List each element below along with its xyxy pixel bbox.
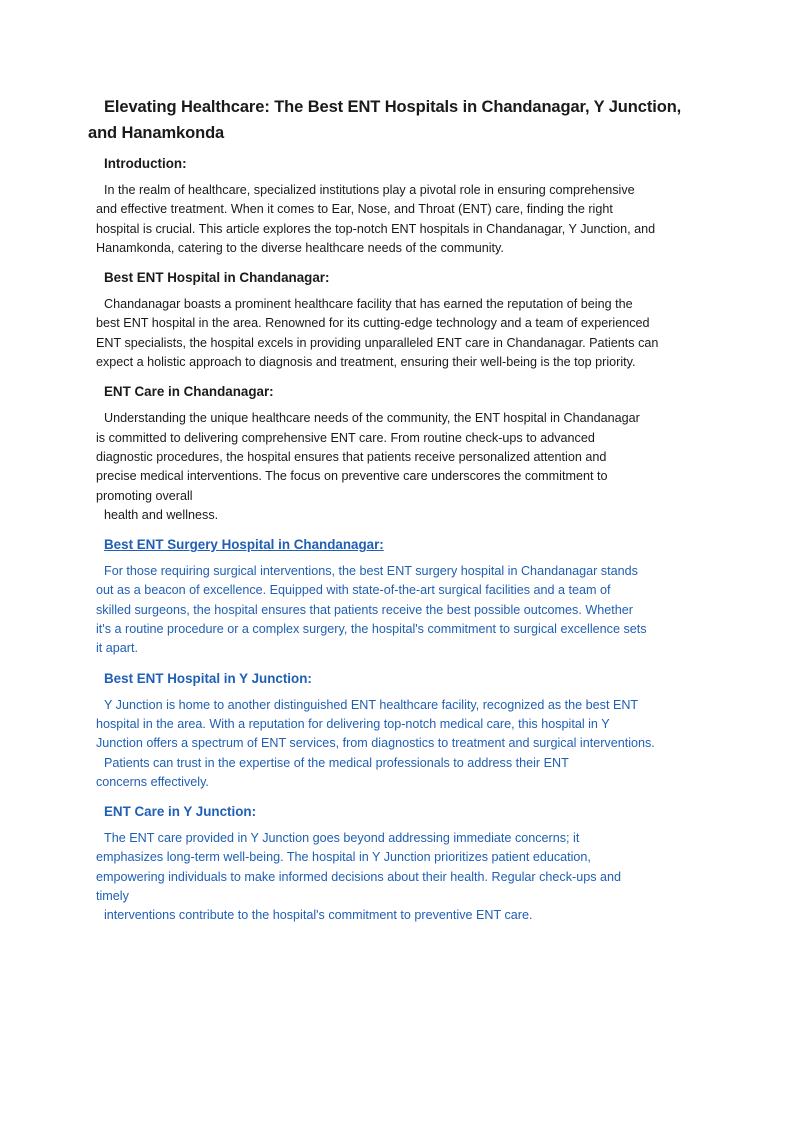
body-line: promoting overall [96, 488, 193, 503]
section-heading-ent-care-y-junction: ENT Care in Y Junction: [104, 804, 257, 820]
section-heading-best-ent-y-junction: Best ENT Hospital in Y Junction: [104, 670, 312, 686]
body-line: out as a beacon of excellence. Equipped with state-of-the-art surgical facilities and a team of [96, 583, 611, 598]
body-line: empowering individuals to make informed decisions about their health. Regular check-ups and [96, 869, 622, 884]
section-body-best-ent-surgery-chandanagar [96, 562, 696, 658]
body-line: ENT specialists, the hospital excels in providing unparalleled ENT care in Chandanagar. Patients can [96, 335, 659, 350]
body-line: Chandanagar boasts a prominent healthcare facility that has earned the reputation of being the [104, 297, 633, 312]
article-title [88, 94, 696, 146]
body-line: it's a routine procedure or a complex surgery, the hospital's commitment to surgical excellence sets [96, 622, 647, 637]
body-line: The ENT care provided in Y Junction goes beyond addressing immediate concerns; it [104, 831, 580, 846]
body-line: For those requiring surgical interventions, the best ENT surgery hospital in Chandanagar stands [104, 564, 638, 579]
body-line: timely [96, 889, 129, 904]
body-line: emphasizes long-term well-being. The hospital in Y Junction prioritizes patient education, [96, 850, 591, 865]
section-body-best-ent-chandanagar [96, 295, 696, 372]
section-heading-link-best-ent-surgery-chandanagar[interactable]: Best ENT Surgery Hospital in Chandanagar: [104, 537, 384, 553]
body-line: precise medical interventions. The focus on preventive care underscores the commitment to [96, 469, 608, 484]
body-line: health and wellness. [104, 507, 219, 522]
body-line: expect a holistic approach to diagnosis and treatment, ensuring their well-being is the top priority. [96, 355, 636, 370]
article-title-line-1: Elevating Healthcare: The Best ENT Hospitals in Chandanagar, Y Junction, [104, 98, 682, 116]
section-heading-best-ent-chandanagar: Best ENT Hospital in Chandanagar: [104, 270, 330, 286]
document-page [88, 94, 696, 936]
body-line: is committed to delivering comprehensive ENT care. From routine check-ups to advanced [96, 430, 595, 445]
body-line: interventions contribute to the hospital's commitment to preventive ENT care. [104, 908, 533, 923]
section-heading-ent-care-chandanagar: ENT Care in Chandanagar: [104, 384, 274, 400]
section-body-introduction [96, 181, 696, 258]
body-line: Hanamkonda, catering to the diverse healthcare needs of the community. [96, 240, 504, 255]
section-body-best-ent-y-junction [96, 696, 696, 792]
section-body-ent-care-y-junction [96, 829, 696, 925]
body-line: skilled surgeons, the hospital ensures that patients receive the best possible outcomes. Whether [96, 602, 633, 617]
body-line: hospital in the area. With a reputation for delivering top-notch medical care, this hospital in Y [96, 716, 610, 731]
article-title-line-2: and Hanamkonda [88, 124, 225, 142]
body-line: it apart. [96, 641, 138, 656]
body-line: Patients can trust in the expertise of the medical professionals to address their ENT [104, 755, 569, 770]
body-line: Understanding the unique healthcare needs of the community, the ENT hospital in Chandanagar [104, 411, 640, 426]
section-heading-introduction: Introduction: [104, 156, 187, 171]
body-line: Y Junction is home to another distinguished ENT healthcare facility, recognized as the best ENT [104, 697, 639, 712]
body-line: concerns effectively. [96, 774, 209, 789]
body-line: diagnostic procedures, the hospital ensures that patients receive personalized attention and [96, 449, 607, 464]
body-line: In the realm of healthcare, specialized institutions play a pivotal role in ensuring comprehensive [104, 183, 635, 197]
body-line: and effective treatment. When it comes to Ear, Nose, and Throat (ENT) care, finding the right [96, 202, 613, 217]
body-line: Junction offers a spectrum of ENT services, from diagnostics to treatment and surgical interventions. [96, 736, 655, 751]
section-body-ent-care-chandanagar [96, 409, 696, 525]
body-line: best ENT hospital in the area. Renowned for its cutting-edge technology and a team of experienced [96, 316, 650, 331]
body-line: hospital is crucial. This article explores the top-notch ENT hospitals in Chandanagar, Y Junction, and [96, 221, 656, 236]
